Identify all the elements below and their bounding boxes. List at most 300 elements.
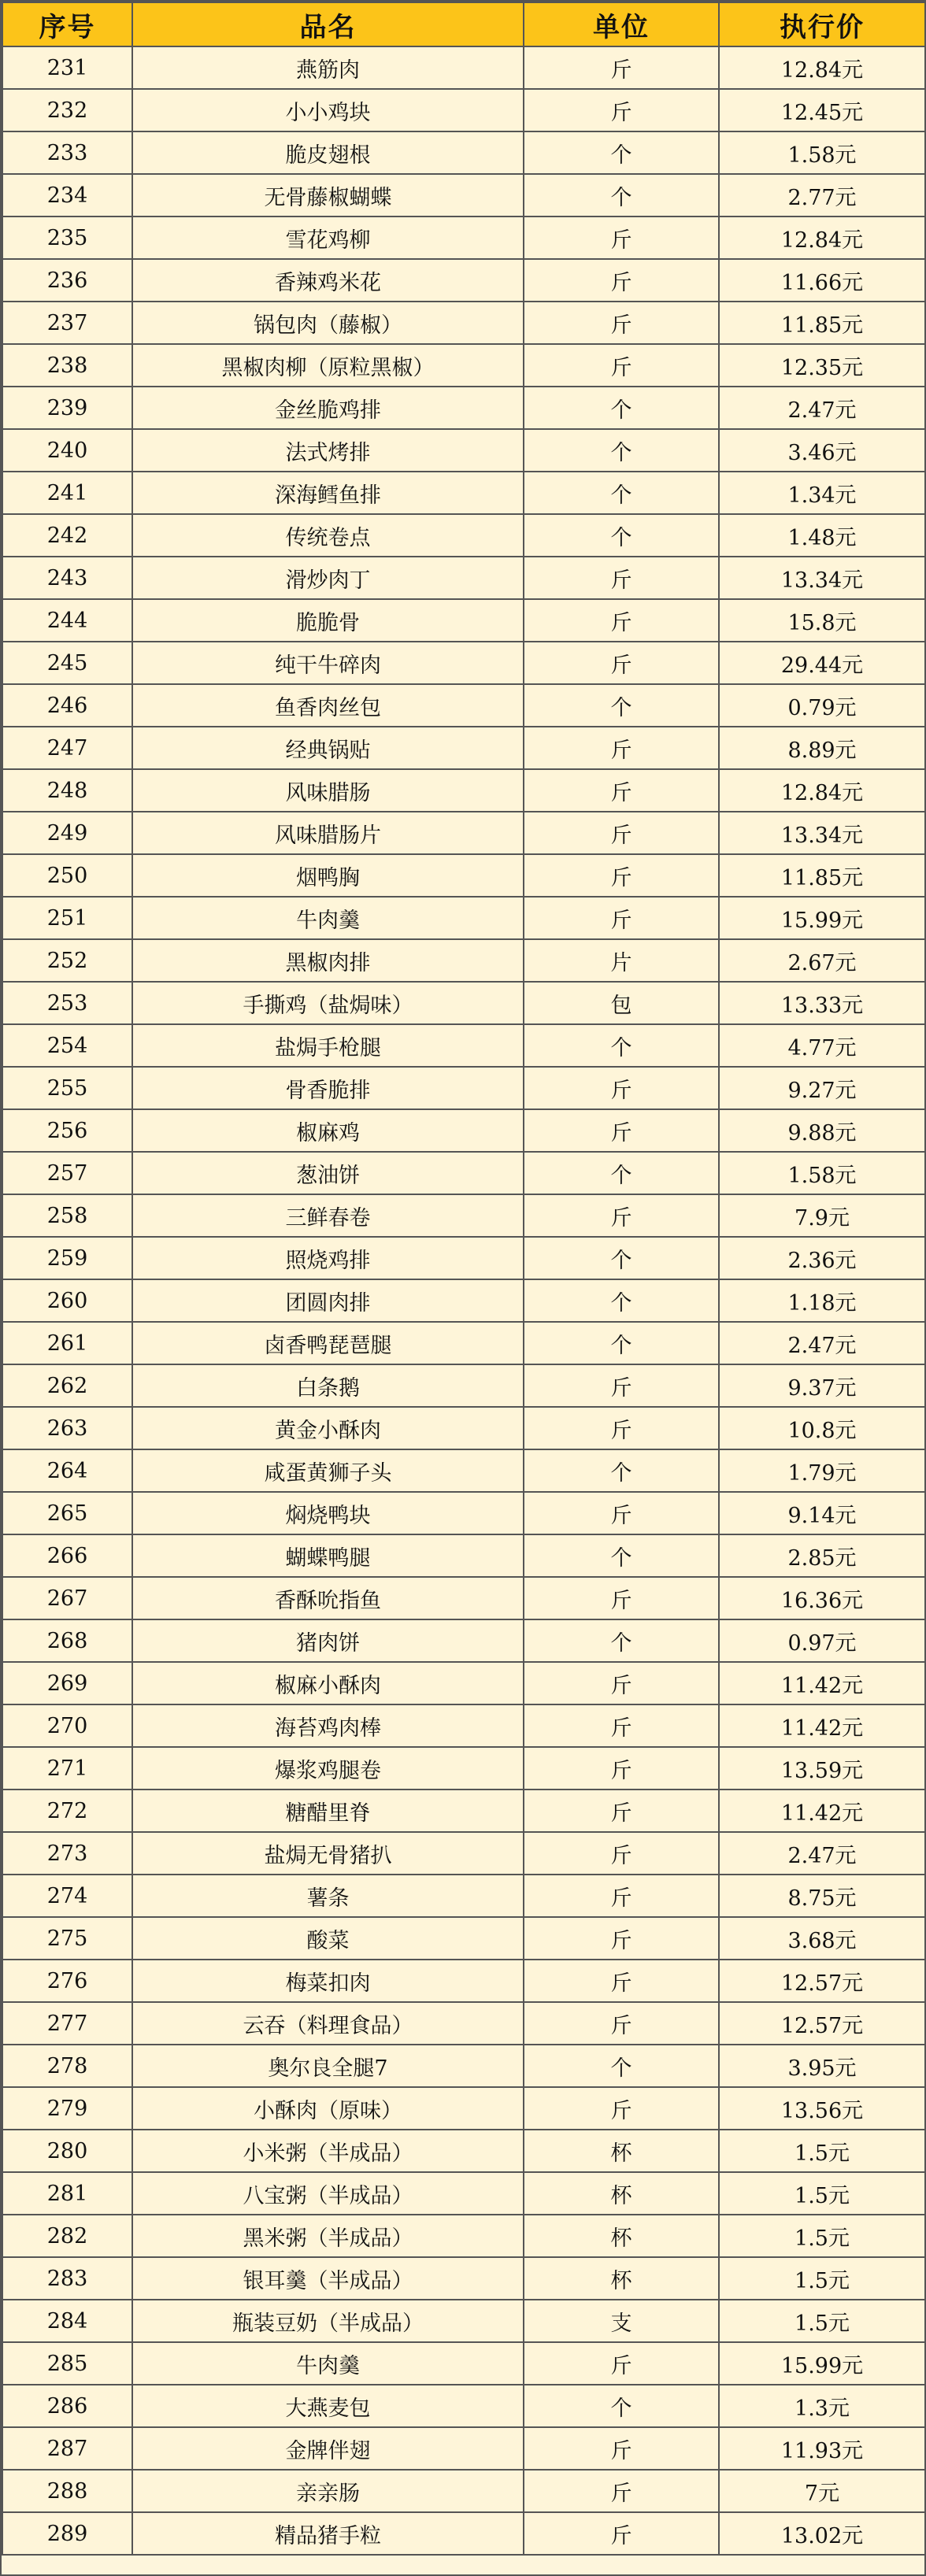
- cell-product-name: 焖烧鸭块: [132, 1492, 524, 1534]
- cell-unit: 斤: [524, 2087, 719, 2130]
- cell-unit: 斤: [524, 897, 719, 939]
- cell-index: 289: [2, 2512, 132, 2555]
- table-row: [2, 1067, 925, 1109]
- table-row: [2, 854, 925, 897]
- table-row: [2, 727, 925, 769]
- table-row: [2, 1790, 925, 1832]
- table-row: [2, 2300, 925, 2342]
- table-row: [2, 1832, 925, 1875]
- cell-unit: 斤: [524, 2002, 719, 2045]
- table-row: [2, 429, 925, 472]
- cell-price: 13.02元: [719, 2512, 925, 2555]
- cell-price: 11.85元: [719, 854, 925, 897]
- cell-unit: 斤: [524, 1790, 719, 1832]
- cell-index: 242: [2, 514, 132, 557]
- cell-price: 9.88元: [719, 1109, 925, 1152]
- cell-price: 1.58元: [719, 1152, 925, 1194]
- cell-product-name: 纯干牛碎肉: [132, 642, 524, 684]
- cell-index: 253: [2, 982, 132, 1024]
- cell-index: 249: [2, 812, 132, 854]
- cell-price: 2.85元: [719, 1534, 925, 1577]
- cell-index: 260: [2, 1279, 132, 1322]
- cell-price: 9.14元: [719, 1492, 925, 1534]
- cell-index: 265: [2, 1492, 132, 1534]
- table-row: [2, 344, 925, 387]
- table-row: [2, 1364, 925, 1407]
- cell-index: 286: [2, 2385, 132, 2427]
- table-row: [2, 1492, 925, 1534]
- cell-index: 284: [2, 2300, 132, 2342]
- cell-index: 236: [2, 259, 132, 302]
- table-row: [2, 2342, 925, 2385]
- cell-index: 272: [2, 1790, 132, 1832]
- cell-product-name: 黄金小酥肉: [132, 1407, 524, 1449]
- cell-unit: 个: [524, 1534, 719, 1577]
- cell-index: 240: [2, 429, 132, 472]
- table-row: [2, 1704, 925, 1747]
- table-row: [2, 514, 925, 557]
- cell-index: 258: [2, 1194, 132, 1237]
- cell-unit: 斤: [524, 259, 719, 302]
- cell-index: 269: [2, 1662, 132, 1704]
- cell-price: 1.5元: [719, 2257, 925, 2300]
- cell-price: 13.56元: [719, 2087, 925, 2130]
- cell-price: 1.18元: [719, 1279, 925, 1322]
- cell-product-name: 牛肉羹: [132, 2342, 524, 2385]
- cell-product-name: 烟鸭胸: [132, 854, 524, 897]
- cell-product-name: 照烧鸡排: [132, 1237, 524, 1279]
- cell-price: 1.5元: [719, 2130, 925, 2172]
- cell-index: 280: [2, 2130, 132, 2172]
- table-row: [2, 2045, 925, 2087]
- cell-product-name: 脆皮翅根: [132, 131, 524, 174]
- cell-unit: 个: [524, 514, 719, 557]
- cell-price: 13.59元: [719, 1747, 925, 1790]
- cell-unit: 个: [524, 472, 719, 514]
- cell-unit: 个: [524, 387, 719, 429]
- cell-product-name: 金丝脆鸡排: [132, 387, 524, 429]
- cell-price: 7.9元: [719, 1194, 925, 1237]
- cell-unit: 个: [524, 1619, 719, 1662]
- price-table: [2, 2, 926, 2556]
- cell-product-name: 小小鸡块: [132, 89, 524, 131]
- cell-unit: 斤: [524, 2342, 719, 2385]
- cell-product-name: 鱼香肉丝包: [132, 684, 524, 727]
- table-row: [2, 2002, 925, 2045]
- cell-price: 4.77元: [719, 1024, 925, 1067]
- cell-unit: 杯: [524, 2172, 719, 2215]
- cell-product-name: 法式烤排: [132, 429, 524, 472]
- cell-unit: 斤: [524, 1875, 719, 1917]
- cell-unit: 斤: [524, 812, 719, 854]
- cell-index: 256: [2, 1109, 132, 1152]
- table-row: [2, 1662, 925, 1704]
- table-row: [2, 1619, 925, 1662]
- table-row: [2, 302, 925, 344]
- cell-price: 2.67元: [719, 939, 925, 982]
- cell-price: 11.85元: [719, 302, 925, 344]
- cell-unit: 斤: [524, 1407, 719, 1449]
- table-row: [2, 684, 925, 727]
- cell-unit: 个: [524, 1279, 719, 1322]
- cell-product-name: 椒麻小酥肉: [132, 1662, 524, 1704]
- table-row: [2, 1407, 925, 1449]
- cell-unit: 斤: [524, 854, 719, 897]
- cell-unit: 斤: [524, 1364, 719, 1407]
- cell-price: 1.79元: [719, 1449, 925, 1492]
- table-row: [2, 2385, 925, 2427]
- table-row: [2, 2087, 925, 2130]
- cell-unit: 个: [524, 2045, 719, 2087]
- cell-price: 0.97元: [719, 1619, 925, 1662]
- cell-unit: 个: [524, 429, 719, 472]
- cell-index: 266: [2, 1534, 132, 1577]
- cell-product-name: 三鲜春卷: [132, 1194, 524, 1237]
- cell-unit: 斤: [524, 89, 719, 131]
- cell-product-name: 传统卷点: [132, 514, 524, 557]
- cell-price: 11.66元: [719, 259, 925, 302]
- cell-index: 267: [2, 1577, 132, 1619]
- cell-product-name: 白条鹅: [132, 1364, 524, 1407]
- cell-product-name: 爆浆鸡腿卷: [132, 1747, 524, 1790]
- table-row: [2, 46, 925, 89]
- cell-product-name: 风味腊肠片: [132, 812, 524, 854]
- cell-index: 251: [2, 897, 132, 939]
- cell-price: 11.42元: [719, 1790, 925, 1832]
- cell-product-name: 卤香鸭琵琶腿: [132, 1322, 524, 1364]
- cell-price: 11.93元: [719, 2427, 925, 2470]
- cell-product-name: 脆脆骨: [132, 599, 524, 642]
- cell-unit: 杯: [524, 2215, 719, 2257]
- cell-price: 1.58元: [719, 131, 925, 174]
- cell-unit: 斤: [524, 769, 719, 812]
- cell-index: 243: [2, 557, 132, 599]
- cell-index: 234: [2, 174, 132, 217]
- cell-price: 13.34元: [719, 812, 925, 854]
- cell-index: 282: [2, 2215, 132, 2257]
- cell-product-name: 蝴蝶鸭腿: [132, 1534, 524, 1577]
- cell-price: 11.42元: [719, 1704, 925, 1747]
- table-row: [2, 1747, 925, 1790]
- cell-product-name: 瓶装豆奶（半成品）: [132, 2300, 524, 2342]
- cell-price: 12.84元: [719, 217, 925, 259]
- cell-index: 241: [2, 472, 132, 514]
- table-row: [2, 1194, 925, 1237]
- cell-index: 250: [2, 854, 132, 897]
- cell-unit: 杯: [524, 2257, 719, 2300]
- cell-price: 1.5元: [719, 2215, 925, 2257]
- cell-price: 12.57元: [719, 1960, 925, 2002]
- header-index: 序号: [2, 2, 132, 46]
- cell-unit: 个: [524, 1024, 719, 1067]
- cell-index: 283: [2, 2257, 132, 2300]
- cell-unit: 斤: [524, 2427, 719, 2470]
- table-row: [2, 1024, 925, 1067]
- cell-index: 262: [2, 1364, 132, 1407]
- cell-product-name: 手撕鸡（盐焗味）: [132, 982, 524, 1024]
- cell-unit: 杯: [524, 2130, 719, 2172]
- cell-price: 9.27元: [719, 1067, 925, 1109]
- cell-price: 2.36元: [719, 1237, 925, 1279]
- cell-product-name: 云吞（料理食品）: [132, 2002, 524, 2045]
- cell-unit: 斤: [524, 1109, 719, 1152]
- cell-unit: 斤: [524, 1960, 719, 2002]
- cell-unit: 斤: [524, 46, 719, 89]
- header-price: 执行价: [719, 2, 925, 46]
- cell-index: 274: [2, 1875, 132, 1917]
- cell-unit: 个: [524, 174, 719, 217]
- cell-index: 271: [2, 1747, 132, 1790]
- cell-product-name: 风味腊肠: [132, 769, 524, 812]
- cell-unit: 斤: [524, 557, 719, 599]
- cell-price: 1.5元: [719, 2300, 925, 2342]
- cell-index: 264: [2, 1449, 132, 1492]
- cell-product-name: 锅包肉（藤椒）: [132, 302, 524, 344]
- cell-index: 235: [2, 217, 132, 259]
- cell-unit: 斤: [524, 2512, 719, 2555]
- cell-index: 257: [2, 1152, 132, 1194]
- cell-price: 9.37元: [719, 1364, 925, 1407]
- cell-index: 231: [2, 46, 132, 89]
- cell-price: 1.48元: [719, 514, 925, 557]
- table-row: [2, 2257, 925, 2300]
- cell-product-name: 咸蛋黄狮子头: [132, 1449, 524, 1492]
- cell-product-name: 黑椒肉排: [132, 939, 524, 982]
- cell-index: 238: [2, 344, 132, 387]
- cell-price: 29.44元: [719, 642, 925, 684]
- cell-index: 277: [2, 2002, 132, 2045]
- table-row: [2, 2427, 925, 2470]
- cell-index: 276: [2, 1960, 132, 2002]
- cell-product-name: 葱油饼: [132, 1152, 524, 1194]
- cell-product-name: 雪花鸡柳: [132, 217, 524, 259]
- cell-price: 2.47元: [719, 1322, 925, 1364]
- cell-product-name: 精品猪手粒: [132, 2512, 524, 2555]
- cell-price: 2.77元: [719, 174, 925, 217]
- cell-unit: 支: [524, 2300, 719, 2342]
- table-row: [2, 1152, 925, 1194]
- cell-price: 12.35元: [719, 344, 925, 387]
- cell-unit: 个: [524, 1237, 719, 1279]
- table-row: [2, 131, 925, 174]
- table-row: [2, 2512, 925, 2555]
- cell-index: 233: [2, 131, 132, 174]
- cell-price: 1.3元: [719, 2385, 925, 2427]
- table-row: [2, 1279, 925, 1322]
- cell-product-name: 银耳羹（半成品）: [132, 2257, 524, 2300]
- cell-index: 254: [2, 1024, 132, 1067]
- cell-unit: 斤: [524, 1577, 719, 1619]
- cell-unit: 斤: [524, 599, 719, 642]
- cell-unit: 斤: [524, 1194, 719, 1237]
- cell-unit: 斤: [524, 642, 719, 684]
- cell-index: 252: [2, 939, 132, 982]
- cell-index: 270: [2, 1704, 132, 1747]
- cell-price: 12.45元: [719, 89, 925, 131]
- cell-index: 275: [2, 1917, 132, 1960]
- cell-product-name: 骨香脆排: [132, 1067, 524, 1109]
- cell-product-name: 奥尔良全腿7: [132, 2045, 524, 2087]
- table-row: [2, 217, 925, 259]
- cell-price: 3.68元: [719, 1917, 925, 1960]
- cell-product-name: 黑椒肉柳（原粒黑椒）: [132, 344, 524, 387]
- cell-unit: 斤: [524, 1832, 719, 1875]
- cell-unit: 个: [524, 131, 719, 174]
- cell-product-name: 椒麻鸡: [132, 1109, 524, 1152]
- cell-product-name: 经典锅贴: [132, 727, 524, 769]
- cell-unit: 片: [524, 939, 719, 982]
- table-row: [2, 939, 925, 982]
- cell-index: 232: [2, 89, 132, 131]
- cell-index: 248: [2, 769, 132, 812]
- cell-index: 245: [2, 642, 132, 684]
- cell-index: 239: [2, 387, 132, 429]
- cell-unit: 斤: [524, 217, 719, 259]
- table-row: [2, 769, 925, 812]
- cell-product-name: 大燕麦包: [132, 2385, 524, 2427]
- cell-index: 287: [2, 2427, 132, 2470]
- cell-product-name: 小酥肉（原味）: [132, 2087, 524, 2130]
- table-row: [2, 1109, 925, 1152]
- table-row: [2, 2215, 925, 2257]
- cell-price: 12.84元: [719, 46, 925, 89]
- cell-product-name: 香辣鸡米花: [132, 259, 524, 302]
- cell-price: 2.47元: [719, 1832, 925, 1875]
- cell-product-name: 金牌伴翅: [132, 2427, 524, 2470]
- cell-product-name: 薯条: [132, 1875, 524, 1917]
- cell-product-name: 无骨藤椒蝴蝶: [132, 174, 524, 217]
- cell-unit: 个: [524, 1322, 719, 1364]
- table-row: [2, 897, 925, 939]
- cell-product-name: 八宝粥（半成品）: [132, 2172, 524, 2215]
- cell-index: 246: [2, 684, 132, 727]
- cell-price: 0.79元: [719, 684, 925, 727]
- table-row: [2, 1237, 925, 1279]
- cell-price: 8.75元: [719, 1875, 925, 1917]
- cell-product-name: 滑炒肉丁: [132, 557, 524, 599]
- cell-index: 281: [2, 2172, 132, 2215]
- cell-price: 7元: [719, 2470, 925, 2512]
- cell-price: 2.47元: [719, 387, 925, 429]
- cell-unit: 包: [524, 982, 719, 1024]
- table-row: [2, 2130, 925, 2172]
- cell-unit: 斤: [524, 1662, 719, 1704]
- table-row: [2, 387, 925, 429]
- cell-unit: 斤: [524, 727, 719, 769]
- cell-index: 263: [2, 1407, 132, 1449]
- table-row: [2, 1449, 925, 1492]
- cell-index: 247: [2, 727, 132, 769]
- cell-index: 255: [2, 1067, 132, 1109]
- cell-unit: 斤: [524, 1704, 719, 1747]
- cell-price: 1.5元: [719, 2172, 925, 2215]
- table-row: [2, 599, 925, 642]
- table-row: [2, 982, 925, 1024]
- cell-index: 288: [2, 2470, 132, 2512]
- cell-product-name: 猪肉饼: [132, 1619, 524, 1662]
- cell-price: 16.36元: [719, 1577, 925, 1619]
- table-row: [2, 174, 925, 217]
- cell-price: 3.46元: [719, 429, 925, 472]
- cell-price: 13.34元: [719, 557, 925, 599]
- cell-index: 261: [2, 1322, 132, 1364]
- table-row: [2, 1534, 925, 1577]
- cell-product-name: 牛肉羹: [132, 897, 524, 939]
- cell-price: 12.57元: [719, 2002, 925, 2045]
- cell-unit: 斤: [524, 1917, 719, 1960]
- cell-unit: 斤: [524, 1492, 719, 1534]
- table-row: [2, 812, 925, 854]
- table-row: [2, 2470, 925, 2512]
- cell-index: 244: [2, 599, 132, 642]
- cell-unit: 斤: [524, 2470, 719, 2512]
- header-product-name: 品名: [132, 2, 524, 46]
- cell-price: 15.8元: [719, 599, 925, 642]
- cell-price: 3.95元: [719, 2045, 925, 2087]
- table-row: [2, 1917, 925, 1960]
- cell-price: 1.34元: [719, 472, 925, 514]
- cell-unit: 斤: [524, 344, 719, 387]
- cell-price: 12.84元: [719, 769, 925, 812]
- header-row: [2, 2, 925, 46]
- cell-product-name: 盐焗手枪腿: [132, 1024, 524, 1067]
- cell-product-name: 梅菜扣肉: [132, 1960, 524, 2002]
- cell-index: 268: [2, 1619, 132, 1662]
- cell-index: 278: [2, 2045, 132, 2087]
- table-row: [2, 1960, 925, 2002]
- table-row: [2, 642, 925, 684]
- cell-price: 11.42元: [719, 1662, 925, 1704]
- cell-product-name: 燕筋肉: [132, 46, 524, 89]
- header-unit: 单位: [524, 2, 719, 46]
- cell-product-name: 酸菜: [132, 1917, 524, 1960]
- cell-index: 279: [2, 2087, 132, 2130]
- cell-price: 15.99元: [719, 2342, 925, 2385]
- table-row: [2, 2172, 925, 2215]
- cell-product-name: 海苔鸡肉棒: [132, 1704, 524, 1747]
- table-row: [2, 259, 925, 302]
- table-row: [2, 472, 925, 514]
- cell-product-name: 盐焗无骨猪扒: [132, 1832, 524, 1875]
- cell-price: 10.8元: [719, 1407, 925, 1449]
- cell-price: 13.33元: [719, 982, 925, 1024]
- cell-unit: 个: [524, 2385, 719, 2427]
- cell-unit: 斤: [524, 1747, 719, 1790]
- table-row: [2, 557, 925, 599]
- table-row: [2, 89, 925, 131]
- cell-product-name: 香酥吮指鱼: [132, 1577, 524, 1619]
- cell-price: 15.99元: [719, 897, 925, 939]
- cell-unit: 个: [524, 1152, 719, 1194]
- cell-product-name: 深海鳕鱼排: [132, 472, 524, 514]
- cell-product-name: 团圆肉排: [132, 1279, 524, 1322]
- cell-unit: 斤: [524, 1067, 719, 1109]
- cell-unit: 斤: [524, 302, 719, 344]
- cell-unit: 个: [524, 684, 719, 727]
- cell-unit: 个: [524, 1449, 719, 1492]
- cell-product-name: 小米粥（半成品）: [132, 2130, 524, 2172]
- cell-product-name: 黑米粥（半成品）: [132, 2215, 524, 2257]
- cell-index: 285: [2, 2342, 132, 2385]
- cell-index: 237: [2, 302, 132, 344]
- table-row: [2, 1875, 925, 1917]
- cell-product-name: 糖醋里脊: [132, 1790, 524, 1832]
- cell-index: 259: [2, 1237, 132, 1279]
- table-row: [2, 1577, 925, 1619]
- cell-price: 8.89元: [719, 727, 925, 769]
- cell-product-name: 亲亲肠: [132, 2470, 524, 2512]
- table-row: [2, 1322, 925, 1364]
